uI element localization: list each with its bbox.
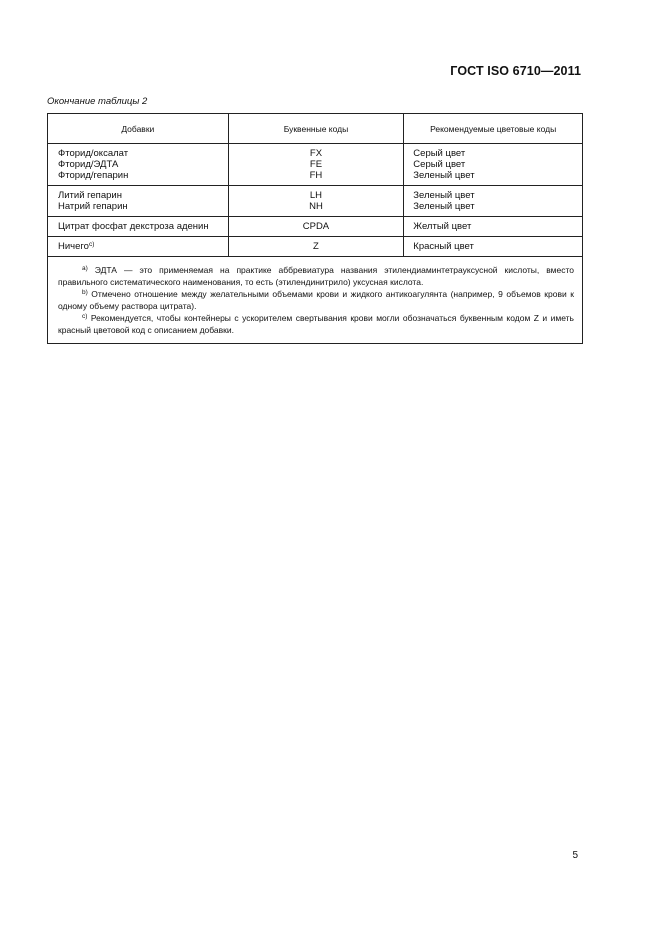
additives-cell (48, 144, 229, 186)
letter-code: FH (309, 170, 323, 181)
footnote-text: Рекомендуется, чтобы контейнеры с ускорителем свертывания крови могли обозначаться буквенным кодом Z и иметь красный цветовой код с описанием добавки. (58, 313, 574, 335)
colors-cell (404, 186, 583, 217)
table-row (48, 217, 583, 237)
additive: Фторид/оксалат (58, 148, 129, 159)
color-code: Серый цвет (413, 159, 466, 170)
color-code: Желтый цвет (413, 221, 472, 232)
footnote (58, 312, 574, 336)
page-number: 5 (572, 850, 578, 861)
color-code: Зеленый цвет (413, 201, 475, 212)
color-code: Серый цвет (413, 148, 466, 159)
table-caption: Окончание таблицы 2 (47, 96, 148, 107)
footnote-mark: c) (82, 313, 88, 320)
letter-code: FE (309, 159, 323, 170)
header-additives: Добавки (48, 114, 229, 144)
footnote-mark: c) (88, 241, 95, 248)
footnote (58, 288, 574, 312)
letter-code: FX (309, 148, 323, 159)
codes-cell (228, 217, 404, 237)
footnote (58, 264, 574, 288)
letter-code: LH (309, 190, 323, 201)
footnote-mark: b) (82, 289, 88, 296)
additives-table (47, 113, 583, 344)
additives-cell (48, 186, 229, 217)
standard-header: ГОСТ ISO 6710—2011 (450, 64, 581, 78)
footnotes-row (48, 257, 583, 344)
additive-text: Ничего (58, 241, 89, 252)
header-color-codes: Рекомендуемые цветовые коды (404, 114, 583, 144)
additives-cell (48, 237, 229, 257)
additive: Цитрат фосфат декстроза аденин (58, 221, 209, 232)
additive (58, 241, 220, 252)
header-letter-codes: Буквенные коды (228, 114, 404, 144)
table-row (48, 144, 583, 186)
colors-cell (404, 237, 583, 257)
footnotes-cell (48, 257, 583, 344)
codes-cell (228, 186, 404, 217)
additive: Литий гепарин (58, 190, 122, 201)
color-code: Красный цвет (413, 241, 474, 252)
letter-code: NH (309, 201, 323, 212)
footnote-text: ЭДТА — это применяемая на практике аббревиатура названия этилендиаминтетрауксусной кислоты, вместо правильного систематического наименования, то есть (этилендинитрило) уксусная кислота. (58, 265, 574, 287)
table-row (48, 186, 583, 217)
colors-cell (404, 217, 583, 237)
color-code: Зеленый цвет (413, 170, 475, 181)
letter-code: Z (313, 241, 319, 252)
letter-code: CPDA (302, 221, 330, 232)
colors-cell (404, 144, 583, 186)
table-row (48, 237, 583, 257)
additive: Фторид/ЭДТА (58, 159, 119, 170)
color-code: Зеленый цвет (413, 190, 475, 201)
footnote-mark: a) (82, 265, 88, 272)
codes-cell (228, 144, 404, 186)
codes-cell (228, 237, 404, 257)
additive: Натрий гепарин (58, 201, 128, 212)
table-header-row (48, 114, 583, 144)
additive: Фторид/гепарин (58, 170, 129, 181)
footnote-text: Отмечено отношение между желательными объемами крови и жидкого антикоагулянта (например, 9 объемов крови к одному объему раствора цитрата). (58, 289, 574, 311)
additives-cell (48, 217, 229, 237)
